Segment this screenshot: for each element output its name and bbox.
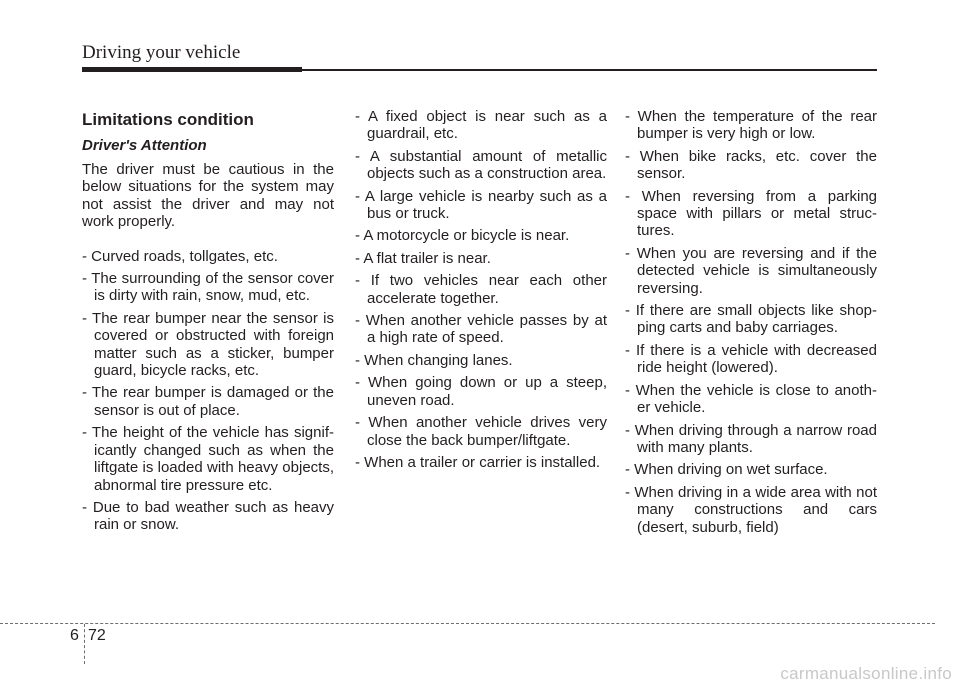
list-item: - When bike racks, etc. cover the sensor.: [625, 147, 877, 183]
footer-rule: [0, 623, 935, 624]
condition-list-1: [82, 248, 334, 534]
list-item: - A large vehicle is nearby such as a bus or truck.: [355, 187, 607, 223]
chapter-number: 6: [70, 627, 79, 644]
page-number: 72: [88, 627, 106, 644]
footer-divider: [84, 624, 85, 664]
list-item: - The surrounding of the sensor cover is dirty with rain, snow, mud, etc.: [82, 270, 334, 305]
list-item: - When a trailer or carrier is installed.: [355, 453, 601, 471]
sub-heading: Driver's Attention: [82, 137, 207, 154]
list-item: - The rear bumper near the sensor is covered or obstructed with foreign matter such as a sticker, bumper guard, bicycle racks, etc.: [82, 309, 334, 380]
list-item: - When reversing from a parking space with pillars or metal struc-tures.: [625, 187, 877, 240]
list-item: - If there is a vehicle with decreased ride height (lowered).: [625, 341, 877, 377]
list-item: - When another vehicle drives very close the back bumper/liftgate.: [355, 414, 607, 449]
condition-list-2: [355, 108, 607, 471]
condition-list-3: [625, 108, 877, 536]
list-item: - When going down or up a steep, uneven road.: [355, 374, 607, 409]
list-item: - A flat trailer is near.: [355, 249, 491, 267]
list-item: - When another vehicle passes by at a high rate of speed.: [355, 312, 607, 347]
column-1: [82, 110, 334, 539]
list-item: - A fixed object is near such as a guardrail, etc.: [355, 108, 607, 143]
section-heading: Limitations condition: [82, 110, 254, 129]
column-2: [355, 108, 607, 476]
list-item: - When you are reversing and if the detected vehicle is simultaneously reversing.: [625, 244, 877, 297]
column-3: [625, 108, 877, 541]
list-item: - When driving in a wide area with not many constructions and cars (desert, suburb, field): [625, 483, 877, 536]
list-item: - When the vehicle is close to anoth-er vehicle.: [625, 381, 877, 417]
header-rule-thin: [302, 69, 877, 71]
list-item: - Curved roads, tollgates, etc.: [82, 247, 278, 265]
page-header-title: Driving your vehicle: [82, 42, 241, 63]
list-item: - A motorcycle or bicycle is near.: [355, 227, 570, 245]
list-item: - If two vehicles near each other accelerate together.: [355, 272, 607, 307]
list-item: - If there are small objects like shop-ping carts and baby carriages.: [625, 302, 877, 337]
list-item: - The height of the vehicle has signif-icantly changed such as when the liftgate is loaded with heavy objects, abnormal tire pressure etc.: [82, 424, 334, 494]
list-item: - A substantial amount of metallic objects such as a construction area.: [355, 147, 607, 183]
list-item: - Due to bad weather such as heavy rain or snow.: [82, 498, 334, 534]
list-item: - When driving on wet surface.: [625, 461, 828, 479]
intro-paragraph: The driver must be cautious in the below situations for the system may not assist the driver and may not work properly.: [82, 161, 334, 231]
list-item: - When the temperature of the rear bumper is very high or low.: [625, 108, 877, 143]
header-rule-thick: [82, 67, 302, 72]
watermark: carmanualsonline.info: [780, 664, 952, 683]
list-item: - The rear bumper is damaged or the sensor is out of place.: [82, 384, 334, 419]
list-item: - When driving through a narrow road with many plants.: [625, 421, 877, 456]
list-item: - When changing lanes.: [355, 351, 513, 369]
